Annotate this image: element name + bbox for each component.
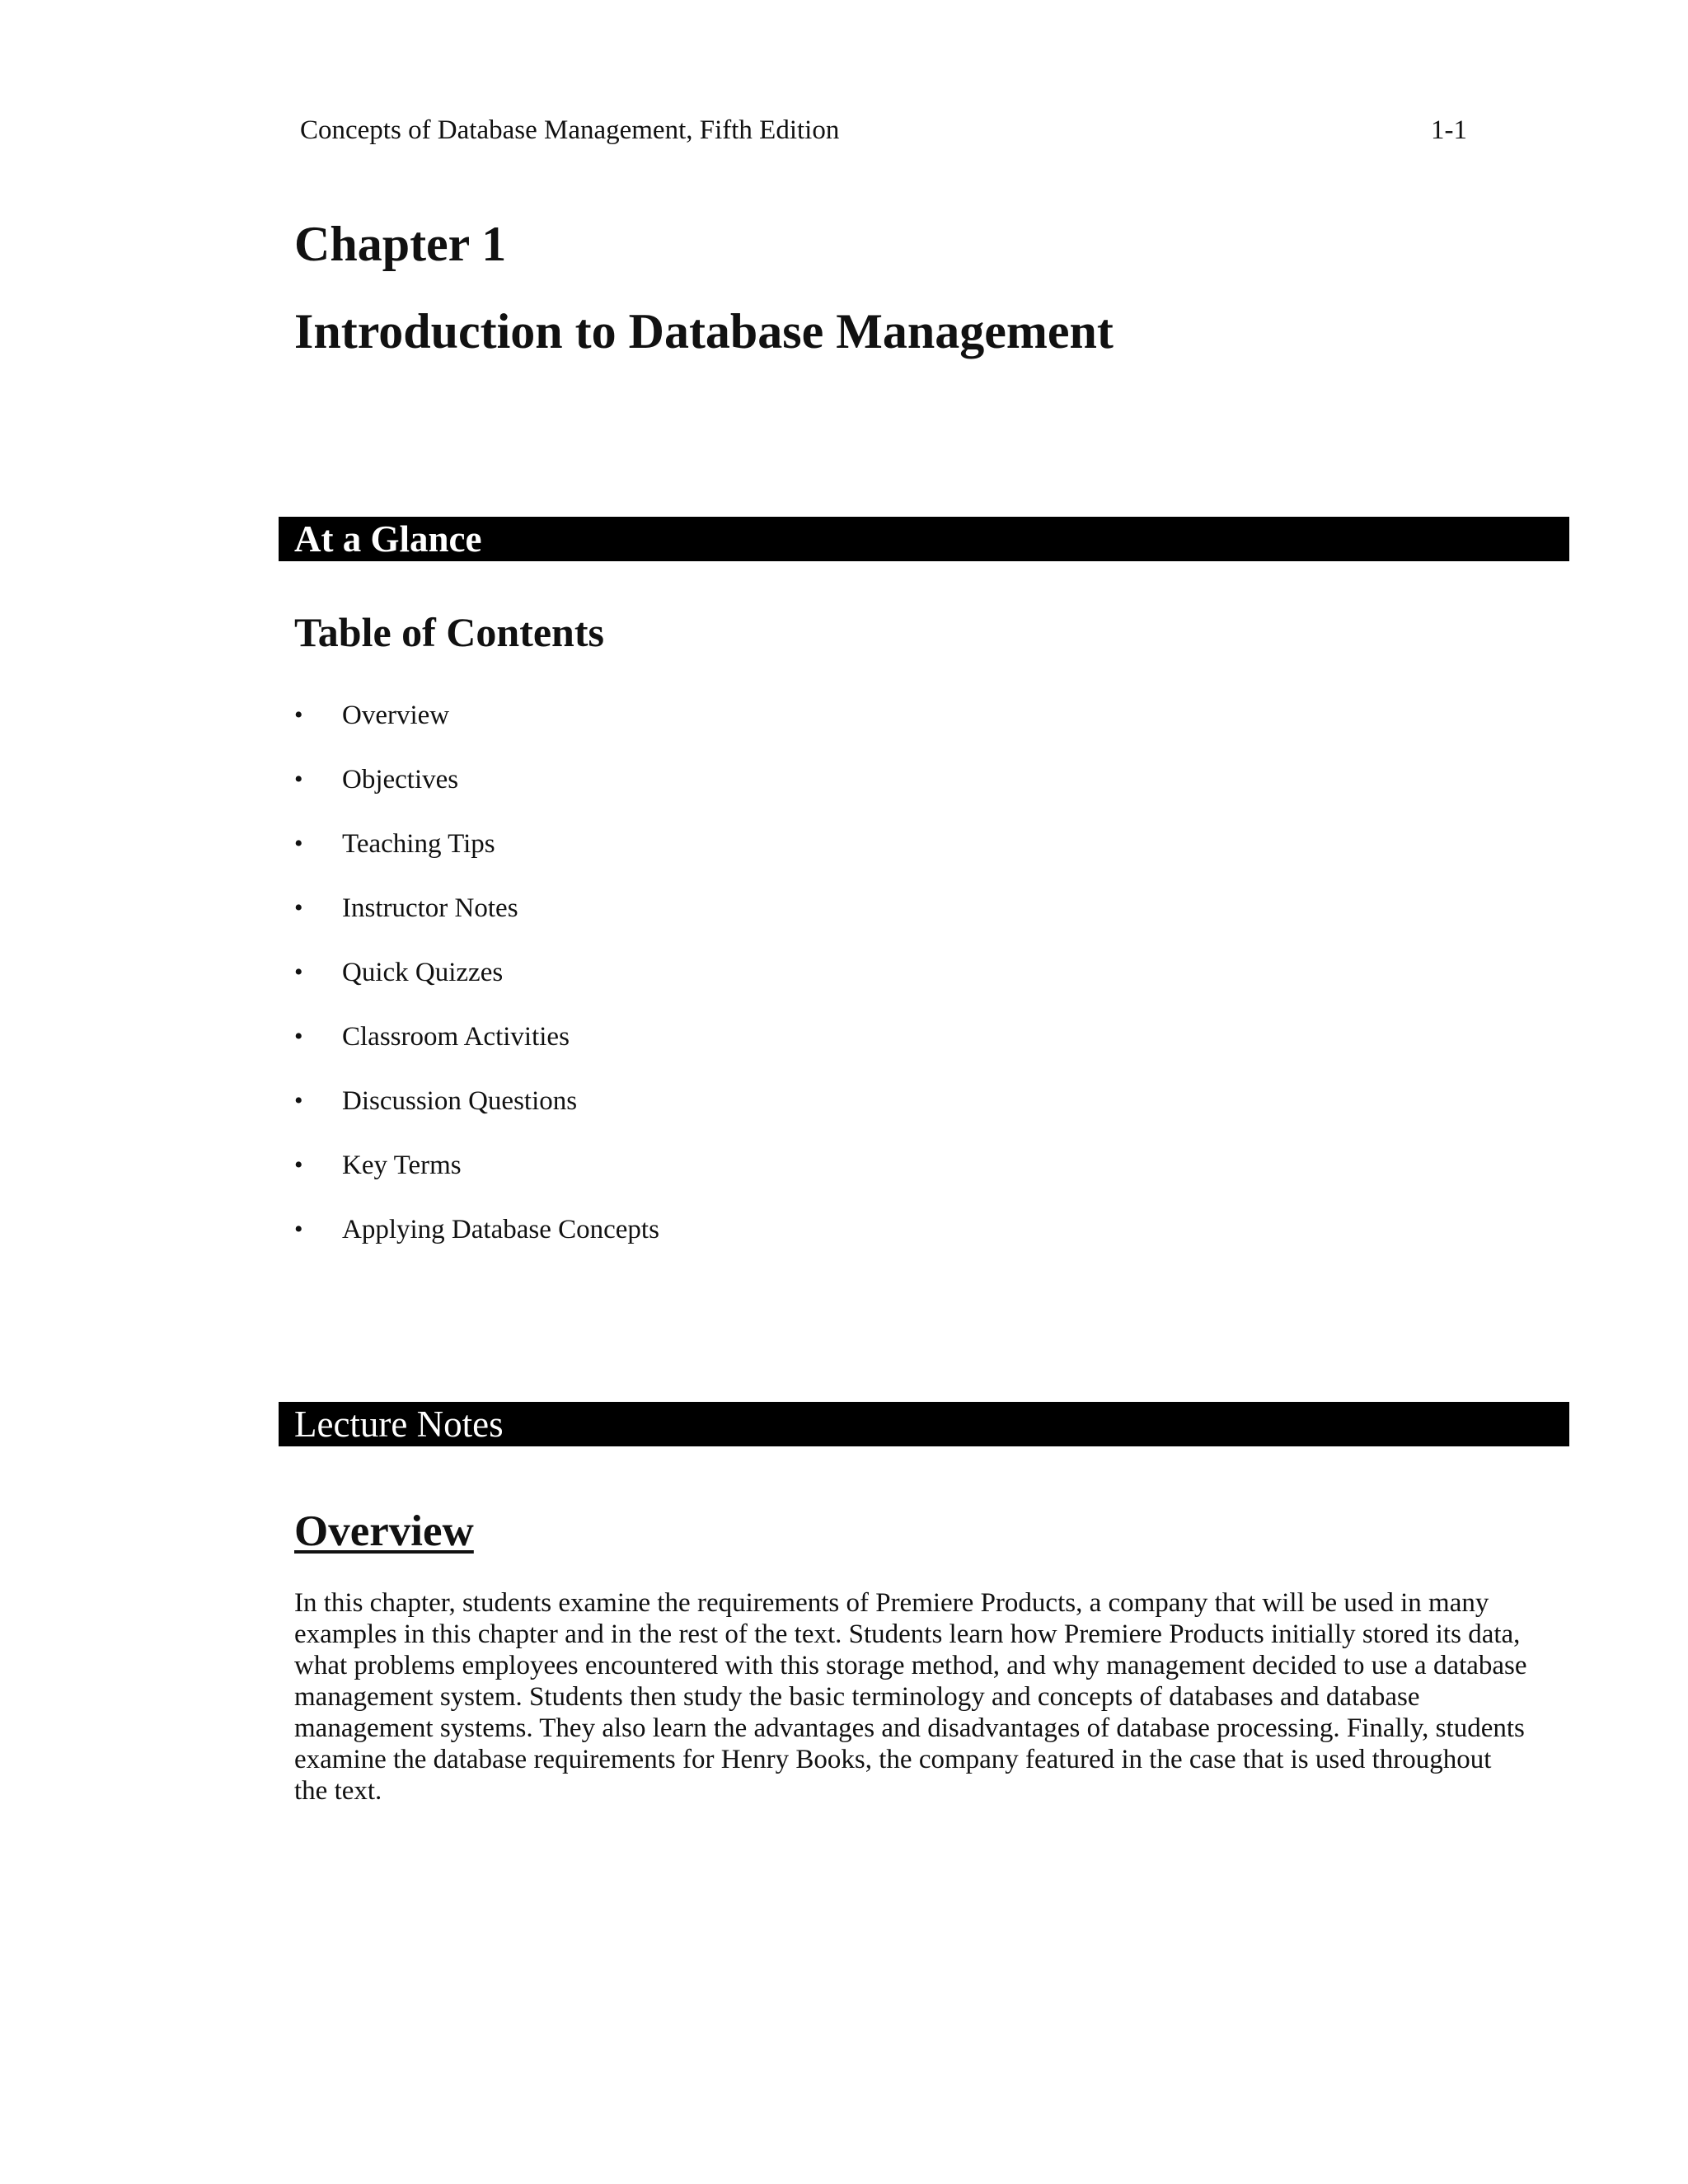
bullet-icon: • [294,766,303,793]
overview-heading: Overview [294,1507,474,1555]
page-number: 1-1 [1431,115,1467,145]
toc-item-applying-database-concepts [294,1212,659,1276]
bullet-icon: • [294,830,303,857]
bullet-icon: • [294,701,303,729]
chapter-number: Chapter 1 [294,217,507,271]
toc-item-label: Applying Database Concepts [342,1215,659,1244]
toc-item-objectives [294,762,659,826]
toc-item-instructor-notes [294,890,659,954]
toc-item-discussion-questions [294,1083,659,1147]
at-a-glance-bar: At a Glance [279,517,1569,561]
toc-item-label: Key Terms [342,1151,462,1180]
toc-item-teaching-tips [294,826,659,890]
toc-item-label: Quick Quizzes [342,958,504,987]
overview-paragraph: In this chapter, students examine the requirements of Premiere Products, a company that will be used in many examples in this chapter and in the rest of the text. Students learn how Premiere Products initially stored its data, what problems employees encountered with this storage method, and why management decided to use a database management system. Students then study the basic terminology and concepts of databases and database management systems. They also learn the advantages and disadvantages of database processing. Finally, students examine the database requirements for Henry Books, the company featured in the case that is used throughout the text. [294,1588,1527,1806]
toc-heading: Table of Contents [294,609,604,655]
toc-item-label: Classroom Activities [342,1022,570,1052]
toc-item-label: Instructor Notes [342,893,518,923]
toc-item-overview [294,697,659,762]
toc-item-key-terms [294,1147,659,1212]
toc-item-label: Overview [342,701,450,730]
running-header [300,115,1470,152]
book-title: Concepts of Database Management, Fifth Edition [300,115,840,145]
toc-item-label: Teaching Tips [342,829,495,859]
toc-item-quick-quizzes [294,954,659,1019]
bullet-icon: • [294,958,303,986]
chapter-title: Introduction to Database Management [294,304,1114,359]
bullet-icon: • [294,1087,303,1114]
toc-list [294,697,659,1276]
bullet-icon: • [294,1216,303,1243]
toc-item-classroom-activities [294,1019,659,1083]
lecture-notes-bar: Lecture Notes [279,1402,1569,1446]
toc-item-label: Discussion Questions [342,1086,578,1116]
bullet-icon: • [294,894,303,921]
bullet-icon: • [294,1023,303,1050]
bullet-icon: • [294,1151,303,1179]
toc-item-label: Objectives [342,765,459,794]
